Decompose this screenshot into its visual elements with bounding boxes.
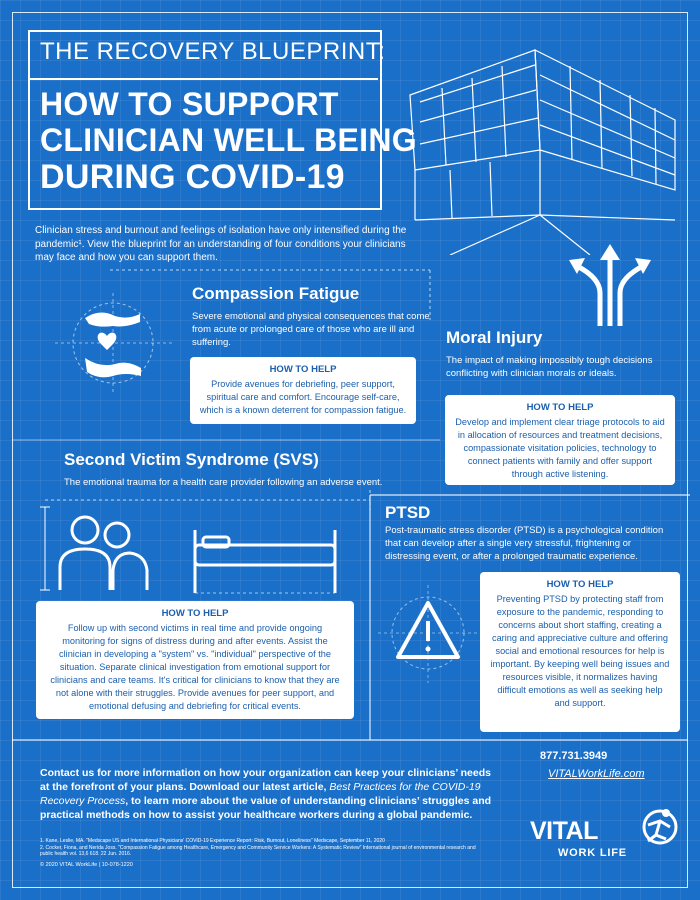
title-line-3: DURING COVID-19: [40, 158, 345, 196]
logo-figure-icon: [640, 805, 680, 847]
svs-desc: The emotional trauma for a health care provider following an adverse event.: [64, 477, 383, 488]
moral-help-card: [445, 395, 675, 485]
compassion-help-text: Provide avenues for debriefing, peer support, spiritual care and comfort. Encourage self-care, which is a known deterrent for compassion fatigue.: [199, 379, 407, 415]
ptsd-help-card: [480, 572, 680, 732]
intro-text: Clinician stress and burnout and feelings of isolation have only intensified during the pandemic¹. View the blueprint for an understanding of four conditions your clinicians may face and how you can support them.: [35, 225, 407, 263]
title-line-2: CLINICIAN WELL BEING: [40, 122, 417, 158]
logo-worklife-text: WORK LIFE: [558, 847, 627, 859]
hands-heart-icon: [55, 288, 175, 398]
moral-help-text: Develop and implement clear triage protocols to aid in allocation of resources and treatment decisions, compassionate visitation policies, technology to connect patients with family and offer support through active listening.: [455, 417, 665, 479]
diverging-arrows-icon: [555, 238, 665, 328]
moral-desc: The impact of making impossibly tough decisions conflicting with clinician morals or ideals.: [446, 355, 653, 379]
phone-number[interactable]: 877.731.3949: [540, 750, 608, 762]
footer-cta: [40, 766, 498, 822]
logo-vital-text: VITAL: [530, 817, 598, 845]
copyright: © 2020 VITAL WorkLife | 10-078-1220: [40, 862, 133, 868]
title-kicker: THE RECOVERY BLUEPRINT:: [40, 38, 386, 65]
article-link[interactable]: Best Practices for the COVID-19 Recovery Process: [40, 781, 481, 807]
vital-logo: [530, 805, 680, 865]
references: [40, 838, 480, 858]
people-bed-icon: [35, 505, 350, 595]
svs-title: Second Victim Syndrome (SVS): [64, 450, 319, 469]
ptsd-title: PTSD: [385, 503, 431, 522]
ptsd-help-label: HOW TO HELP: [546, 579, 614, 590]
reference-2: 2. Cocker, Fiona, and Nerida Joss. "Compassion Fatigue among Healthcare, Emergency and Community Service Workers: A Systematic Review" International journal of environmental research and public health vol. 13,6 618. 22 Jun. 2016.: [40, 844, 476, 857]
svs-help-label: HOW TO HELP: [161, 608, 229, 619]
svs-help-card: [36, 601, 354, 719]
compassion-title: Compassion Fatigue: [192, 284, 360, 303]
moral-title: Moral Injury: [446, 328, 543, 347]
ptsd-help-text: Preventing PTSD by protecting staff from exposure to the pandemic, responding to concerns about short staffing, creating a caring and appreciative culture and offering social and emotional resources for help is important. By keeping well being issues and resources visible, it normalizes having difficult emotions as well as seeking help and support.: [490, 594, 670, 708]
footer-cta-part1: Contact us for more information on how your organization can keep your clinicians’ needs at the forefront of your plans. Download our latest article,: [40, 767, 491, 793]
reference-1: 1. Kane, Leslie, MA. "Medscape US and International Physicians' COVID-19 Experience Report: Risk, Burnout, Loneliness" Medscape, September 11, 2020: [40, 838, 385, 844]
compassion-help-label: HOW TO HELP: [269, 364, 337, 375]
footer-cta-part2: , to learn more about the value of understanding clinicians’ struggles and practical methods on how to assist your healthcare workers during a global pandemic.: [40, 795, 492, 821]
ptsd-desc: Post-traumatic stress disorder (PTSD) is a psychological condition that can develop after a single very stressful, frightening or distressing event, or after a prolonged traumatic experience.: [385, 525, 664, 562]
warning-triangle-icon: [378, 585, 478, 685]
svs-help-text: Follow up with second victims in real time and provide ongoing monitoring for signs of distress during and after events. Assist the clinician in developing a "system" vs. "individual" perspective of the situation. Separate clinical investigation from emotional support for clinicians and care teams. It's critical for clinicians to know that they are not alone with their struggles. Provide avenues for peer support, and emotional defusing and debriefing for critical events.: [50, 623, 340, 711]
website-link[interactable]: VITALWorkLife.com: [548, 768, 645, 780]
title-line-1: HOW TO SUPPORT: [40, 86, 339, 122]
moral-help-label: HOW TO HELP: [526, 402, 594, 413]
compassion-desc: Severe emotional and physical consequences that come from acute or prolonged care of those who are ill and suffering.: [192, 311, 430, 348]
compassion-help-card: [190, 357, 416, 424]
